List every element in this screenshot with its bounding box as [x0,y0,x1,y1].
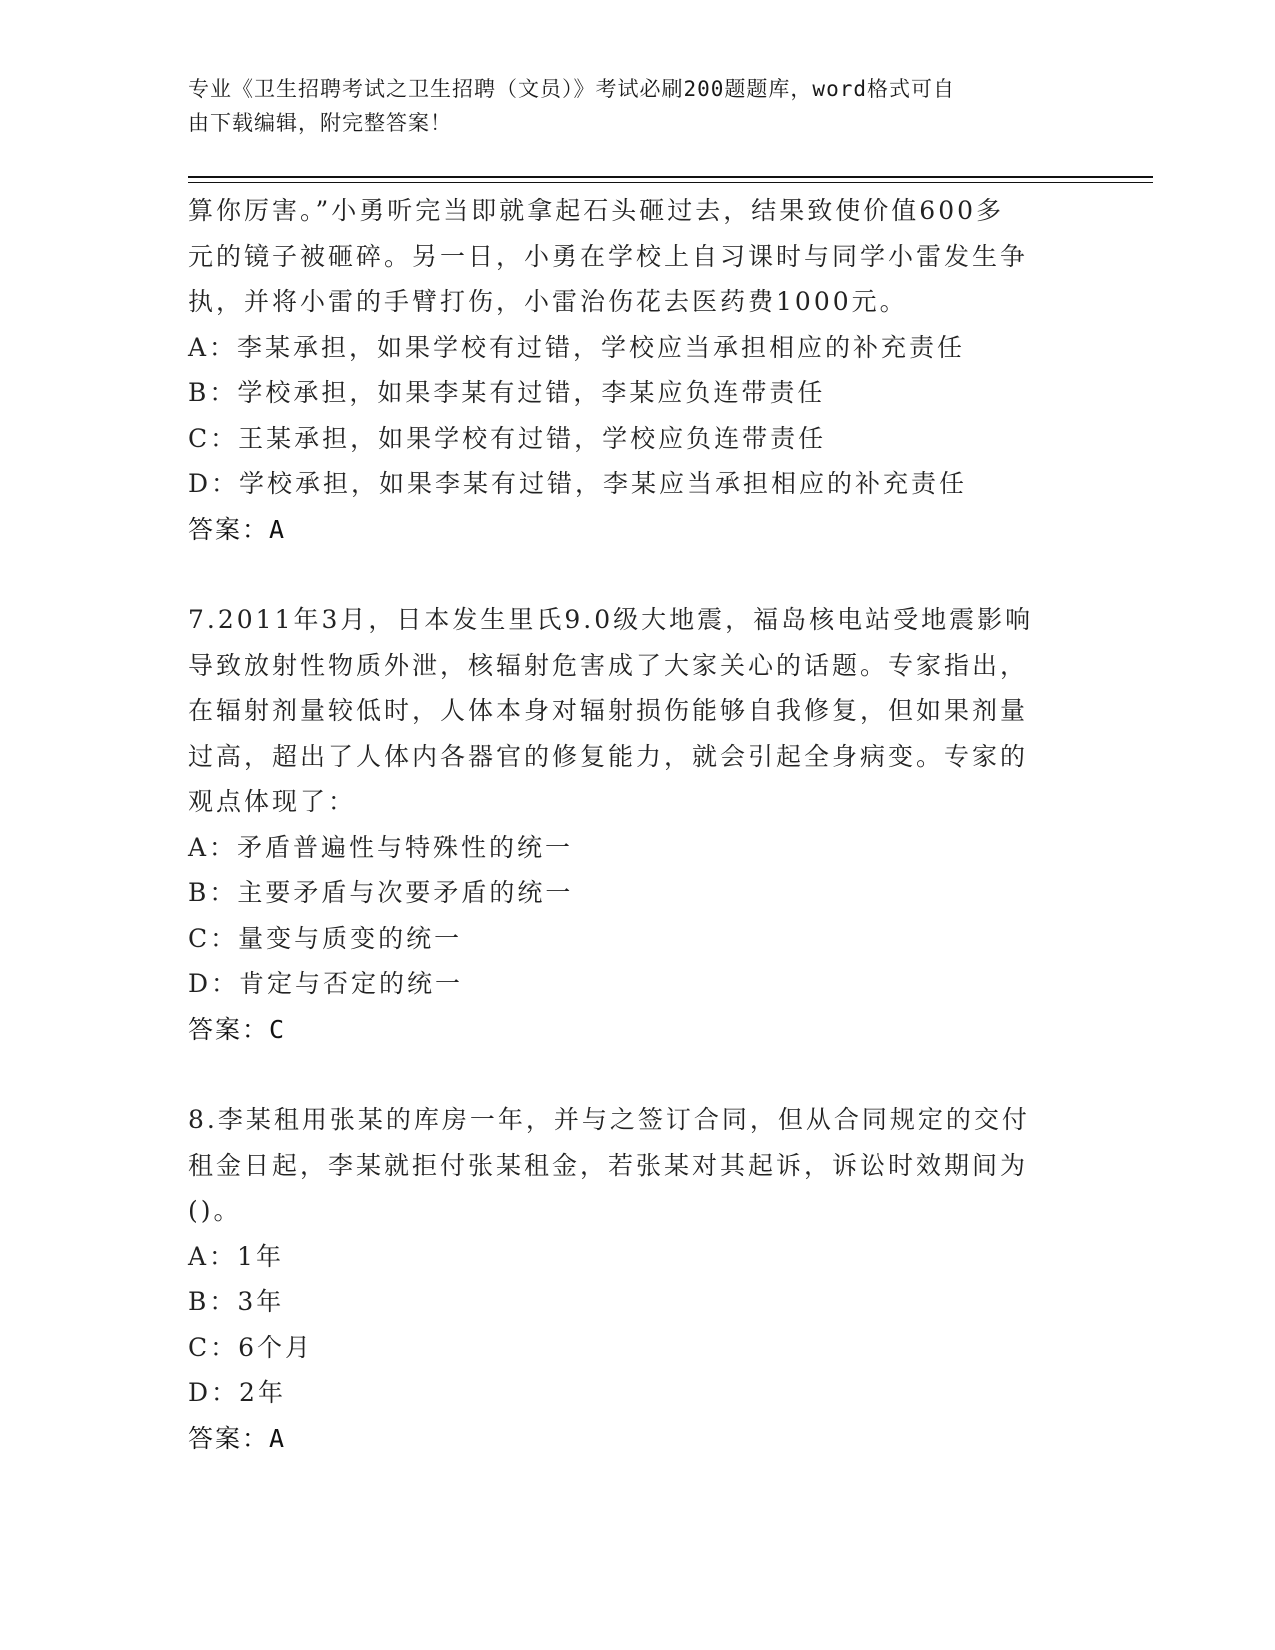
option-b: B：学校承担，如果李某有过错，李某应负连带责任 [188,378,826,407]
question-6 [188,188,1068,552]
header-line-1: 专业《卫生招聘考试之卫生招聘（文员）》考试必刷200题题库，word格式可自 [188,77,955,101]
option-a: A：李某承担，如果学校有过错，学校应当承担相应的补充责任 [188,332,966,362]
question-8 [188,1097,1068,1461]
question-text-line: 在辐射剂量较低时，人体本身对辐射损伤能够自我修复，但如果剂量 [188,696,1029,725]
header-rule-thin [188,182,1153,183]
option-a: A：1年 [188,1241,284,1271]
option-b: B：主要矛盾与次要矛盾的统一 [188,878,574,907]
option-c: C：量变与质变的统一 [188,923,463,953]
question-text-line: ()。 [188,1196,242,1225]
option-c: C：王某承担，如果学校有过错，学校应负连带责任 [188,423,827,453]
header-rule-thick [188,176,1153,178]
answer: 答案：C [188,1014,287,1044]
answer: 答案：A [188,514,287,544]
question-text-line: 导致放射性物质外泄，核辐射危害成了大家关心的话题。专家指出， [188,650,1029,680]
question-text-line: 7.2011年3月，日本发生里氏9.0级大地震，福岛核电站受地震影响 [188,605,1034,634]
question-text-line: 元的镜子被砸碎。另一日，小勇在学校上自习课时与同学小雷发生争 [188,241,1029,271]
question-text-line: 算你厉害。”小勇听完当即就拿起石头砸过去，结果致使价值600多 [188,196,1005,225]
answer: 答案：A [188,1423,287,1453]
option-d: D：2年 [188,1378,286,1407]
header-line-2: 由下载编辑，附完整答案！ [188,111,452,135]
question-text-line: 8.李某租用张某的库房一年，并与之签订合同，但从合同规定的交付 [188,1105,1030,1134]
option-c: C：6个月 [188,1332,314,1362]
option-b: B：3年 [188,1287,285,1316]
question-text-line: 过高，超出了人体内各器官的修复能力，就会引起全身病变。专家的 [188,741,1029,771]
option-d: D：学校承担，如果李某有过错，李某应当承担相应的补充责任 [188,469,968,498]
document-body [188,188,1068,1461]
question-text-line: 观点体现了： [188,787,357,816]
document-header [188,72,1068,140]
option-a: A：矛盾普遍性与特殊性的统一 [188,832,574,862]
option-d: D：肯定与否定的统一 [188,969,464,998]
question-7 [188,597,1068,1052]
question-text-line: 执，并将小雷的手臂打伤，小雷治伤花去医药费1000元。 [188,287,908,316]
question-text-line: 租金日起，李某就拒付张某租金，若张某对其起诉，诉讼时效期间为 [188,1150,1029,1180]
